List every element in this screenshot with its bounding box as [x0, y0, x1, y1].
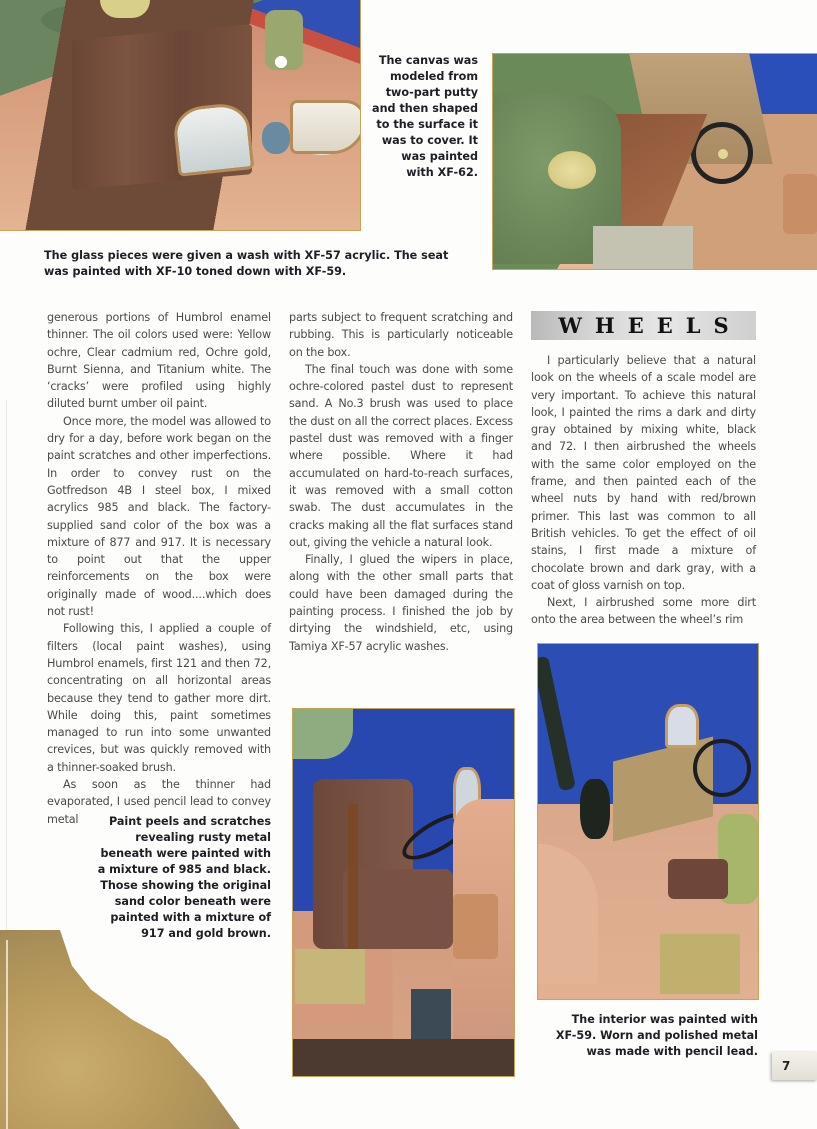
jerrycan: [783, 174, 817, 234]
tarp: [293, 709, 353, 759]
paragraph: The final touch was done with some ochre-colored pastel dust to represent sand. A No.3 brush was used to place the dust on all the correct places. Excess pastel dust was removed with a finger where possible. Where it had accumulated on hard-to-reach surfaces, it was removed with a small cotton swab. The dust accumulates in the cracks making all the flat surfaces stand out, giving the vehicle a natural look.: [289, 362, 513, 549]
mg-drum: [580, 779, 610, 839]
photo-interior-dashboard: [537, 643, 759, 1000]
battery: [411, 989, 451, 1039]
seat-cushion: [343, 869, 453, 949]
helmet-on-tarp: [548, 151, 596, 189]
body-column-1: [47, 309, 271, 828]
ammo-box: [660, 934, 740, 994]
body-column-2: [289, 309, 513, 655]
fold-line: [6, 940, 8, 1129]
fuel-cap: [262, 122, 290, 154]
photo-canvas-steering: [492, 53, 817, 270]
caption-paint-peels: Paint peels and scratches revealing rusty metal beneath were painted with a mixture of 985 and black. Those showing the original sand color beneath were painted with a mixture of 917 and gold brown.: [97, 815, 271, 940]
caption-interior: The interior was painted with XF-59. Worn and polished metal was made with pencil lead.: [555, 1013, 758, 1058]
fender: [538, 844, 598, 984]
photo-seat-rifle: [292, 708, 515, 1077]
paragraph: generous portions of Humbrol enamel thinner. The oil colors used were: Yellow ochre, Clear cadmium red, Ochre gold, Burnt Sienna, and Titanium white. The ‘cracks’ were profiled using highly diluted burnt umber oil paint.: [47, 311, 271, 411]
ground-shadow: [293, 1039, 515, 1077]
section-heading-text: WHEELS: [558, 313, 742, 338]
red-cross-icon: [274, 55, 288, 69]
paragraph: I particularly believe that a natural look on the wheels of a scale model are very important. To achieve this natural look, I painted the rims a dark and dirty gray obtained by mixing white, black and 72. I then airbrushed the wheels with the same color employed on the frame, and then painted each of the wheel nuts by hand with red/brown primer. This last was common to all British vehicles. To get the effect of oil stains, I first made a mixture of chocolate brown and dark gray, with a coat of gloss varnish on top.: [531, 354, 756, 592]
caption-glass: The glass pieces were given a wash with XF-57 acrylic. The seat was painted with XF-10 toned down with XF-59.: [44, 249, 449, 278]
windshield-right: [290, 100, 361, 154]
paragraph: Next, I airbrushed some more dirt onto the area between the wheel’s rim: [531, 596, 756, 627]
windshield-small: [665, 704, 699, 748]
page-number: [772, 1052, 817, 1080]
fuel-can: [453, 894, 498, 959]
ammo-cans: [295, 949, 365, 1004]
ammo-box: [593, 226, 693, 270]
caption-canvas: The canvas was modeled from two-part putty and then shaped to the surface it was to cover. It was painted with XF-62.: [372, 54, 478, 179]
paragraph: Finally, I glued the wipers in place, along with the other small parts that could have been damaged during the painting process. I finished the job by dirtying the windshield, etc, using Tamiya XF-57 acrylic washes.: [289, 553, 513, 653]
windshield-left: [172, 101, 255, 177]
photo-seat-windshield: [0, 0, 361, 231]
paragraph: Following this, I applied a couple of filters (local paint washes), using Humbrol enamels, first 121 and then 72, concentrating on all horizontal areas because they tend to gather more dirt. While doing this, paint sometimes managed to run into some unwanted crevices, but was quickly removed with a thinner-soaked brush.: [47, 622, 271, 774]
paragraph: Once more, the model was allowed to dry for a day, before work began on the paint scratches and other imperfections. In order to convey rust on the Gotfredson 4B I steel box, I mixed acrylics 985 and black. The factory-supplied sand color of the box was a mixture of 877 and 917. It is necessary to point out that the upper reinforcements on the box were originally made of wood....which does not rust!: [47, 414, 271, 619]
page-number-text: 7: [782, 1059, 791, 1073]
section-heading-wheels: [531, 311, 756, 340]
helmet: [100, 0, 150, 18]
paragraph: parts subject to frequent scratching and rubbing. This is particularly noticeable on the box.: [289, 311, 513, 359]
seat: [668, 859, 728, 899]
terrain-rock-image: [0, 930, 240, 1129]
mg-barrel: [537, 656, 576, 791]
steering-spoke: [718, 149, 728, 159]
paragraph: As soon as the thinner had evaporated, I used pencil lead to convey metal: [47, 778, 271, 826]
body-column-3: [531, 352, 756, 629]
steering-wheel: [693, 739, 751, 797]
margin-rule: [6, 400, 7, 930]
